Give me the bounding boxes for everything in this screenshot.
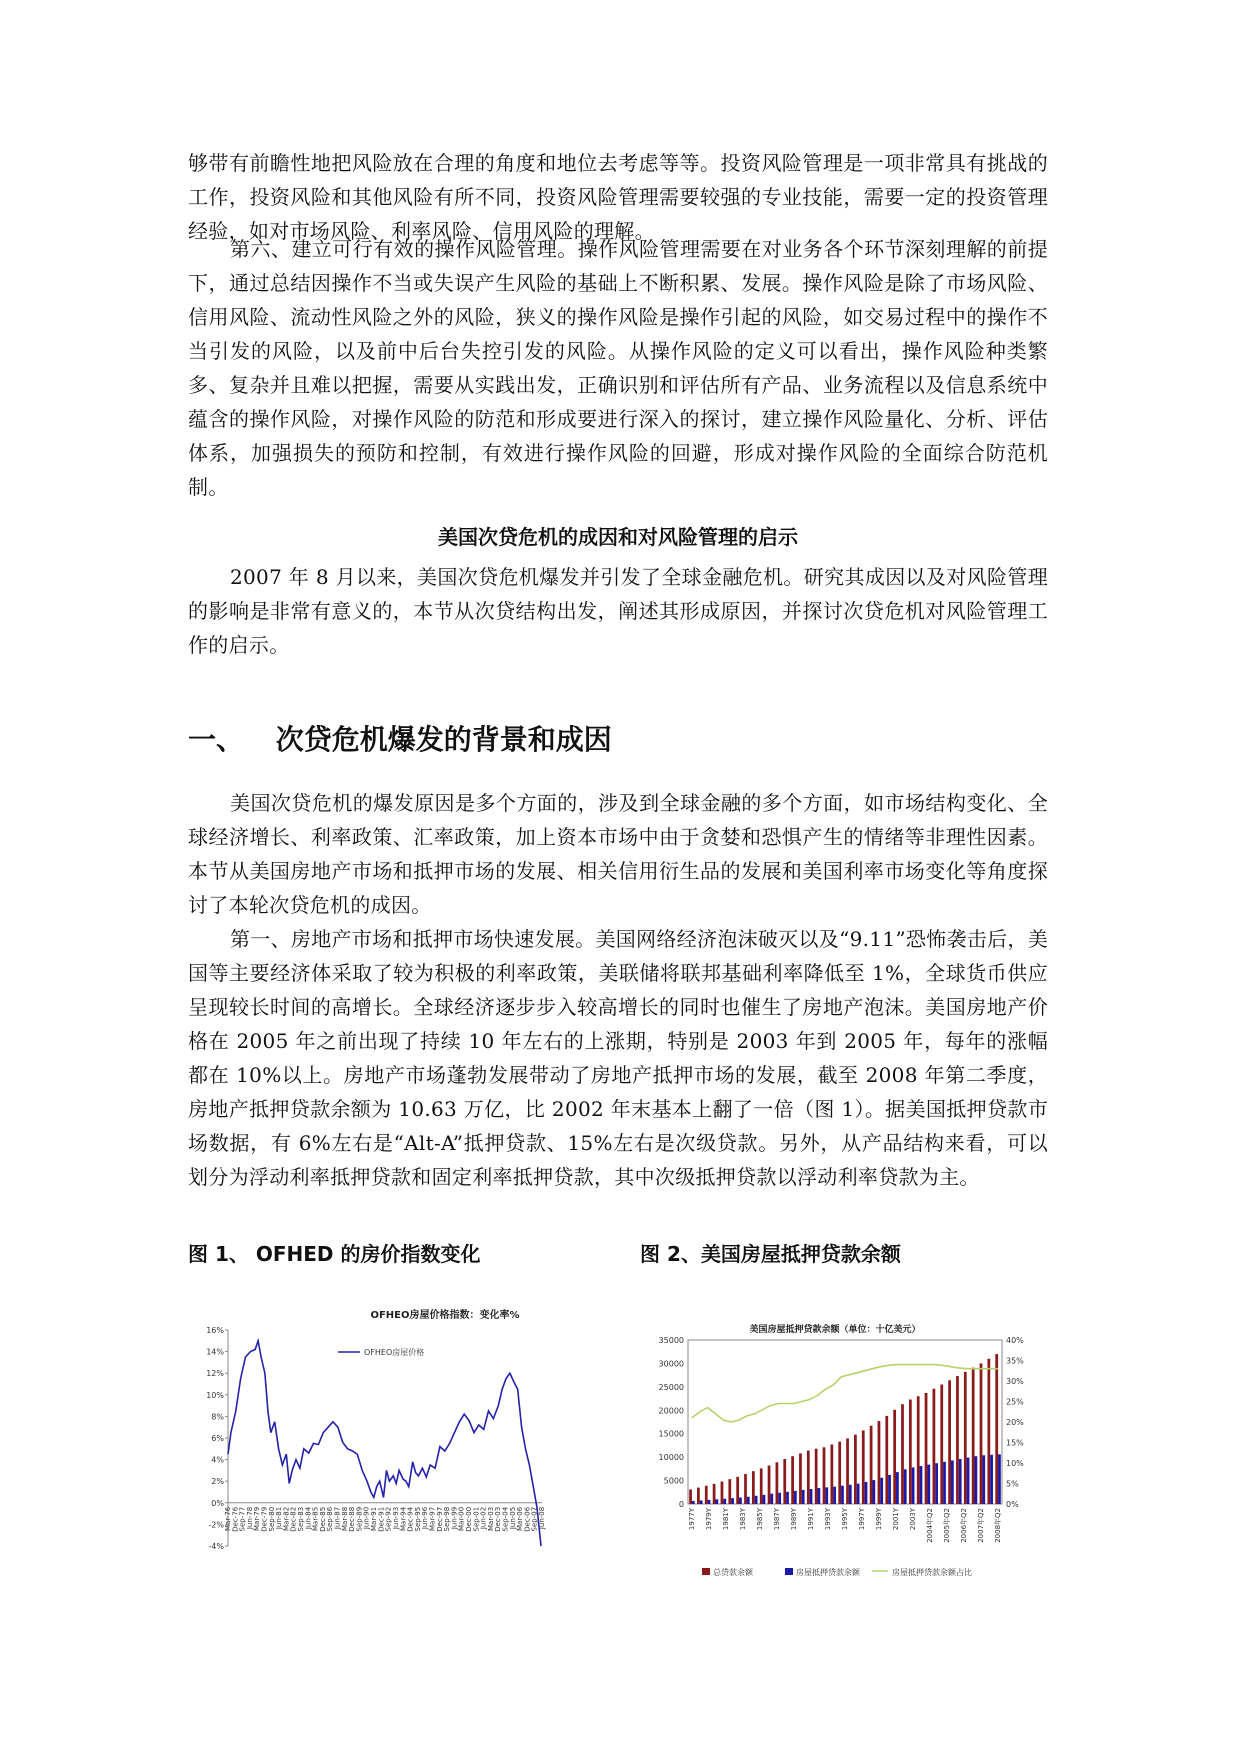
- chart2-xtick-label: 1983Y: [738, 1508, 747, 1531]
- chart1-xtick-label: Mar-76: [224, 1506, 232, 1532]
- chart1-xtick-label: Mar-03: [486, 1506, 495, 1532]
- chart1-xtick-label: Dec-97: [435, 1506, 444, 1532]
- chart1-legend-label: OFHEO房屋价格: [364, 1348, 425, 1357]
- chart1-ytick-label: 10%: [206, 1390, 224, 1400]
- chart2-bar-mortgage: [927, 1465, 930, 1504]
- figure-2-chart: [640, 1320, 1060, 1580]
- chart2-bar-mortgage: [959, 1459, 962, 1504]
- chart1-xtick-label: Jun-05: [508, 1506, 517, 1530]
- chart2-xtick-label: 2001Y: [892, 1508, 901, 1531]
- chart2-bar-mortgage: [849, 1485, 852, 1504]
- chart2-xtick-label: 1981Y: [721, 1508, 730, 1531]
- chart2-bar-mortgage: [920, 1466, 923, 1504]
- legend-swatch-total: [702, 1568, 710, 1575]
- paragraph-1: 够带有前瞻性地把风险放在合理的角度和地位去考虑等等。投资风险管理是一项非常具有挑战的工作，投资风险和其他风险有所不同，投资风险管理需要较强的专业技能，需要一定的投资管理经验，如对市场风险、利率风险、信用风险的理解。: [188, 151, 1048, 243]
- chart1-xtick-label: Jun-81: [275, 1506, 284, 1530]
- heading-number: 一、: [188, 723, 245, 756]
- chart2-bar-mortgage: [723, 1499, 726, 1504]
- chart2-bar-mortgage: [935, 1463, 938, 1504]
- chart2-xtick-label: 1999Y: [875, 1508, 884, 1531]
- chart1-ytick-label: 0%: [211, 1498, 224, 1508]
- chart2-xtick-label: 1997Y: [858, 1508, 867, 1531]
- chart2-bar-mortgage: [888, 1475, 891, 1504]
- chart2-bar-total: [972, 1368, 975, 1504]
- chart2-bar-total: [721, 1482, 724, 1504]
- chart1-xtick-label: Dec-85: [318, 1506, 327, 1532]
- heading-text: 次贷危机爆发的背景和成因: [275, 723, 612, 756]
- chart2-bar-total: [799, 1453, 802, 1504]
- chart1-xtick-label: Sep-86: [326, 1506, 335, 1532]
- chart1-xtick-label: Dec-06: [523, 1506, 532, 1532]
- chart2-bar-total: [728, 1479, 731, 1504]
- chart2-bar-mortgage: [904, 1469, 907, 1504]
- legend-label-mortgage: 房屋抵押贷款余额: [796, 1568, 860, 1577]
- chart2-bar-mortgage: [990, 1455, 993, 1504]
- chart2-bar-mortgage: [967, 1458, 970, 1504]
- chart2-xtick-label: 1987Y: [772, 1508, 781, 1531]
- chart2-ratio-line: [692, 1365, 998, 1422]
- chart2-bar-total: [776, 1462, 779, 1504]
- chart2-bar-total: [964, 1372, 967, 1504]
- chart2-bar-mortgage: [865, 1482, 868, 1504]
- chart2-bar-total: [862, 1430, 865, 1504]
- chart2-bar-mortgage: [818, 1488, 821, 1504]
- chart2-bar-total: [823, 1447, 826, 1504]
- chart1-ytick-label: 8%: [211, 1412, 224, 1422]
- chart2-bar-mortgage: [763, 1495, 766, 1504]
- chart2-bar-mortgage: [998, 1454, 1001, 1504]
- chart2-xtick-label: 1993Y: [823, 1508, 832, 1531]
- chart2-bar-total: [948, 1380, 951, 1504]
- chart2-bar-total: [713, 1484, 716, 1504]
- figure-1-chart: [190, 1300, 620, 1590]
- chart1-xtick-label: Sep-80: [267, 1506, 276, 1532]
- chart2-bar-total: [689, 1489, 692, 1504]
- chart2-bar-total: [846, 1438, 849, 1504]
- chart1-xtick-label: Jun-08: [538, 1506, 546, 1530]
- chart2-bar-mortgage: [739, 1497, 742, 1504]
- chart2-y2tick-label: 40%: [1006, 1336, 1024, 1345]
- chart1-xtick-label: Mar-91: [370, 1506, 379, 1532]
- chart2-bar-mortgage: [841, 1486, 844, 1504]
- chart1-xtick-label: Dec-79: [260, 1506, 269, 1532]
- chart2-plot-frame: [688, 1340, 1002, 1504]
- chart2-bar-total: [956, 1376, 959, 1504]
- chart2-bar-mortgage: [715, 1499, 718, 1504]
- chart2-bar-mortgage: [778, 1493, 781, 1504]
- chart2-bar-mortgage: [692, 1501, 695, 1504]
- chart2-bar-total: [893, 1410, 896, 1504]
- chart1-ytick-label: 12%: [206, 1369, 224, 1379]
- chart1-xtick-label: Sep-77: [238, 1506, 247, 1532]
- chart2-bar-total: [995, 1354, 998, 1504]
- chart1-ytick-label: 14%: [206, 1347, 224, 1357]
- chart2-xtick-label: 2005年Q2: [943, 1508, 952, 1543]
- chart1-xtick-label: Jun-02: [479, 1506, 488, 1530]
- chart1-xtick-label: Mar-88: [340, 1506, 349, 1532]
- legend-swatch-mortgage: [785, 1568, 793, 1575]
- chart2-bar-total: [933, 1389, 936, 1504]
- chart2-bar-total: [752, 1471, 755, 1504]
- chart2-y2tick-label: 10%: [1006, 1459, 1024, 1468]
- chart2-y2tick-label: 25%: [1006, 1397, 1024, 1407]
- chart2-bar-total: [987, 1359, 990, 1504]
- chart2-ytick-label: 0: [678, 1500, 684, 1509]
- chart1-xtick-label: Sep-92: [384, 1506, 393, 1532]
- chart2-ytick-label: 5000: [663, 1476, 684, 1486]
- chart2-bar-total: [705, 1486, 708, 1504]
- chart1-xtick-label: Dec-00: [464, 1506, 473, 1532]
- chart1-ytick-label: -4%: [208, 1542, 224, 1551]
- chart1-xtick-label: Dec-03: [494, 1506, 503, 1532]
- chart2-bar-mortgage: [731, 1498, 734, 1504]
- chart1-xtick-label: Jun-87: [333, 1506, 342, 1530]
- chart2-xtick-label: 1995Y: [841, 1508, 849, 1531]
- chart1-xtick-label: Mar-97: [428, 1506, 437, 1532]
- chart1-xtick-label: Dec-88: [348, 1506, 357, 1532]
- chart2-xtick-label: 1991Y: [806, 1508, 815, 1531]
- chart1-xtick-label: Mar-82: [282, 1506, 291, 1532]
- chart2-xtick-label: 1979Y: [704, 1508, 713, 1531]
- chart1-ytick-label: 2%: [211, 1477, 224, 1487]
- legend-label-ratio: 房屋抵押贷款余额占比: [892, 1568, 972, 1577]
- chart2-bar-total: [760, 1468, 763, 1504]
- chart2-bar-mortgage: [794, 1491, 797, 1504]
- chart2-bar-total: [697, 1488, 700, 1504]
- chart2-xtick-label: 2006年Q2: [960, 1508, 969, 1543]
- chart2-bar-mortgage: [833, 1487, 836, 1504]
- chart1-xtick-label: Jun-96: [421, 1506, 430, 1530]
- chart1-ytick-label: -2%: [208, 1520, 224, 1530]
- chart2-bar-mortgage: [700, 1500, 703, 1504]
- chart1-xtick-label: Jun-84: [304, 1506, 313, 1530]
- chart2-bar-total: [854, 1435, 857, 1504]
- chart2-bar-total: [870, 1426, 873, 1504]
- chart2-y2tick-label: 5%: [1006, 1479, 1019, 1489]
- chart2-bar-total: [909, 1400, 912, 1504]
- chart2-bar-mortgage: [896, 1472, 899, 1504]
- chart2-bar-total: [901, 1404, 904, 1504]
- chart2-bar-mortgage: [770, 1494, 773, 1504]
- chart2-xtick-label: 1985Y: [755, 1508, 764, 1531]
- paragraph-2: 第六、建立可行有效的操作风险管理。操作风险管理需要在对业务各个环节深刻理解的前提下，通过总结因操作不当或失误产生风险的基础上不断积累、发展。操作风险是除了市场风险、信用风险、流动性风险之外的风险，狭义的操作风险是操作引起的风险，如交易过程中的操作不当引发的风险，以及前中后台失控引发的风险。从操作风险的定义可以看出，操作风险种类繁多、复杂并且难以把握，需要从实践出发，正确识别和评估所有产品、业务流程以及信息系统中蕴含的操作风险，对操作风险的防范和形成要进行深入的探讨，建立操作风险量化、分析、评估体系，加强损失的预防和控制，有效进行操作风险的回避，形成对操作风险的全面综合防范机制。: [188, 237, 1048, 499]
- chart2-ytick-label: 30000: [658, 1359, 684, 1369]
- chart2-bar-mortgage: [802, 1490, 805, 1504]
- chart2-xtick-label: 2003Y: [909, 1508, 918, 1531]
- chart2-bar-mortgage: [857, 1484, 860, 1504]
- chart1-ytick-label: 16%: [206, 1326, 224, 1335]
- chart1-xtick-label: Dec-94: [406, 1506, 415, 1532]
- figure-1-caption: 图 1、 OFHED 的房价指数变化: [188, 1242, 481, 1266]
- chart2-bar-mortgage: [880, 1478, 883, 1504]
- chart2-bar-total: [783, 1459, 786, 1504]
- chart2-bar-mortgage: [951, 1460, 954, 1504]
- chart1-xtick-label: Mar-00: [457, 1506, 466, 1532]
- heading-1: [188, 718, 612, 758]
- chart2-xtick-label: 2007年Q2: [977, 1508, 986, 1543]
- chart2-bar-mortgage: [786, 1492, 789, 1504]
- chart2-bar-mortgage: [825, 1487, 828, 1504]
- chart2-bar-mortgage: [943, 1462, 946, 1504]
- chart1-xtick-label: Dec-82: [289, 1506, 298, 1532]
- chart2-bar-mortgage: [810, 1489, 813, 1504]
- legend-label-total: 总贷款余额: [713, 1568, 753, 1577]
- chart2-bar-total: [878, 1421, 881, 1504]
- figure-2-caption: 图 2、美国房屋抵押贷款余额: [640, 1242, 901, 1266]
- chart2-bar-total: [940, 1385, 943, 1504]
- chart2-bar-total: [736, 1477, 739, 1504]
- chart1-xtick-label: Jun-78: [245, 1506, 254, 1530]
- chart2-ytick-label: 20000: [658, 1406, 684, 1416]
- chart2-bar-mortgage: [982, 1455, 985, 1504]
- chart2-bar-total: [838, 1442, 841, 1504]
- chart2-y2tick-label: 15%: [1006, 1438, 1024, 1448]
- chart1-xtick-label: Sep-89: [355, 1506, 364, 1532]
- chart2-legend: [702, 1567, 972, 1577]
- chart2-xtick-label: 2008年Q2: [994, 1508, 1003, 1543]
- chart1-xtick-label: Mar-79: [253, 1506, 262, 1532]
- paragraph-5: 第一、房地产市场和抵押市场快速发展。美国网络经济泡沫破灭以及“9.11”恐怖袭击后，美国等主要经济体采取了较为积极的利率政策，美联储将联邦基础利率降低至 1%，全球货币供应呈现较长时间的高增长。全球经济逐步步入较高增长的同时也催生了房地产泡沫。美国房地产价格在 2005 年之前出现了持续 10 年左右的上涨期，特别是 2003 年到 2005 年，每年的涨幅都在 10%以上。房地产市场蓬勃发展带动了房地产抵押市场的发展，截至 2008 年第二季度，房地产抵押贷款余额为 10.63 万亿，比 2002 年末基本上翻了一倍（图 1）。据美国抵押贷款市场数据，有 6%左右是“Alt-A”抵押贷款、15%左右是次级贷款。另外，从产品结构来看，可以划分为浮动利率抵押贷款和固定利率抵押贷款，其中次级抵押贷款以浮动利率贷款为主。: [188, 927, 1048, 1189]
- chart2-xtick-label: 1989Y: [789, 1508, 798, 1531]
- chart1-xtick-label: Dec-91: [377, 1506, 386, 1532]
- chart2-bar-total: [885, 1416, 888, 1504]
- chart2-y2tick-label: 0%: [1006, 1500, 1019, 1509]
- section-title: 美国次贷危机的成因和对风险管理的启示: [438, 525, 798, 549]
- chart1-xtick-label: Mar-94: [399, 1506, 408, 1532]
- chart2-bar-total: [830, 1444, 833, 1504]
- chart1-xtick-label: Mar-85: [311, 1506, 320, 1532]
- chart2-bar-mortgage: [755, 1496, 758, 1504]
- chart2-bar-total: [791, 1456, 794, 1504]
- chart2-bar-total: [744, 1474, 747, 1504]
- chart2-bar-total: [980, 1363, 983, 1504]
- chart2-ytick-label: 35000: [658, 1336, 684, 1345]
- chart1-ytick-label: 6%: [211, 1434, 224, 1443]
- chart2-bar-mortgage: [912, 1467, 915, 1504]
- chart2-bar-total: [807, 1451, 810, 1504]
- chart1-xtick-label: Dec-76: [231, 1506, 240, 1532]
- paragraph-3: 2007 年 8 月以来，美国次贷危机爆发并引发了全球金融危机。研究其成因以及对风险管理的影响是非常有意义的，本节从次贷结构出发，阐述其形成原因，并探讨次贷危机对风险管理工作的启示。: [188, 565, 1048, 657]
- chart1-xtick-label: Sep-83: [297, 1506, 306, 1532]
- chart2-bar-mortgage: [708, 1500, 711, 1504]
- chart1-xtick-label: Sep-07: [530, 1506, 539, 1532]
- chart2-bar-mortgage: [975, 1456, 978, 1504]
- chart2-bar-mortgage: [872, 1480, 875, 1504]
- chart2-bar-total: [925, 1393, 928, 1504]
- chart1-xtick-label: Sep-98: [443, 1506, 452, 1532]
- chart1-title: OFHEO房屋价格指数：变化率%: [370, 1310, 520, 1321]
- chart1-xtick-label: Sep-01: [472, 1506, 481, 1532]
- chart2-ytick-label: 15000: [658, 1429, 684, 1439]
- chart2-y2tick-label: 30%: [1006, 1377, 1024, 1386]
- chart1-ytick-label: 4%: [211, 1455, 224, 1465]
- chart2-bar-total: [815, 1449, 818, 1504]
- chart2-y2tick-label: 20%: [1006, 1418, 1024, 1427]
- chart1-xtick-label: Jun-93: [391, 1506, 400, 1530]
- chart1-xtick-label: Jun-90: [362, 1506, 371, 1530]
- chart1-xtick-label: Mar-06: [516, 1506, 525, 1532]
- chart2-y2tick-label: 35%: [1006, 1356, 1024, 1366]
- chart1-xtick-label: Sep-95: [413, 1506, 422, 1532]
- chart2-xtick-label: 2004年Q2: [926, 1508, 935, 1543]
- chart2-bar-total: [768, 1466, 771, 1504]
- chart2-ytick-label: 10000: [658, 1453, 684, 1463]
- chart2-bar-total: [917, 1396, 920, 1504]
- chart2-ytick-label: 25000: [658, 1382, 684, 1392]
- chart2-title: 美国房屋抵押贷款余额（单位：十亿美元）: [749, 1325, 921, 1335]
- chart2-xtick-label: 1977Y: [687, 1508, 696, 1531]
- chart1-xtick-label: Jun-99: [450, 1506, 459, 1530]
- chart1-xtick-label: Sep-04: [501, 1506, 510, 1532]
- paragraph-4: 美国次贷危机的爆发原因是多个方面的，涉及到全球金融的多个方面，如市场结构变化、全球经济增长、利率政策、汇率政策，加上资本市场中由于贪婪和恐惧产生的情绪等非理性因素。本节从美国房地产市场和抵押市场的发展、相关信用衍生品的发展和美国利率市场变化等角度探讨了本轮次贷危机的成因。: [188, 791, 1048, 917]
- chart2-bar-mortgage: [747, 1497, 750, 1504]
